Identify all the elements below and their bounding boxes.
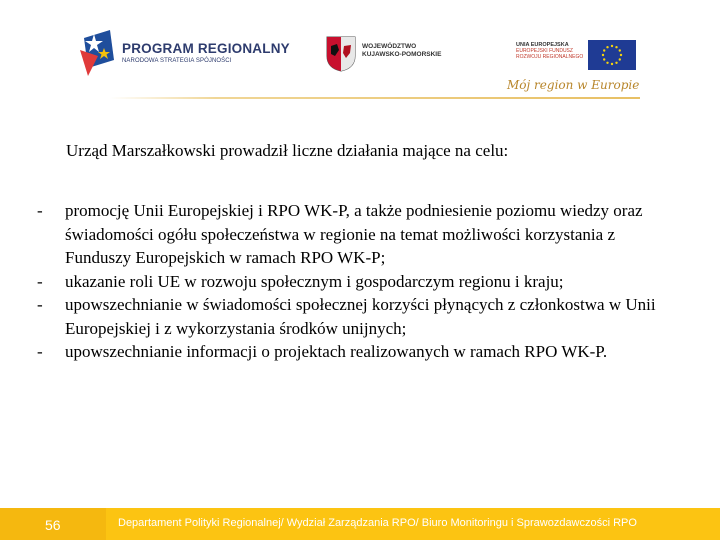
eu-star-icon	[619, 58, 621, 60]
list-item	[37, 340, 677, 364]
eu-logo	[516, 38, 638, 72]
eu-star-icon	[606, 46, 608, 48]
list-item-rest: wiedzy oraz świadomości ogółu społeczeństwa w regionie na temat możliwości korzystania z Funduszy Europejskich w ramach RPO WK-P;	[65, 201, 643, 267]
list-item-rest: WK-P.	[561, 342, 608, 361]
eu-flag-icon	[588, 40, 636, 70]
eu-star-icon	[611, 63, 613, 65]
page-number: 56	[45, 517, 61, 533]
program-logo-subtitle: NARODOWA STRATEGIA SPÓJNOŚCI	[122, 58, 232, 64]
list-item-first-line: promocję Unii Europejskiej i RPO WK-P, a także podniesienie poziomu	[65, 201, 556, 220]
list-dash: -	[37, 271, 43, 291]
eu-star-icon	[606, 62, 608, 64]
header-divider	[110, 97, 640, 99]
list-item-first-line: upowszechnianie w świadomości społecznej korzyści płynących z	[65, 295, 516, 314]
eu-line1: UNIA EUROPEJSKA	[516, 42, 569, 48]
eu-logo-text	[516, 42, 583, 60]
list-item-rest: członkostwa w Unii Europejskiej i z wykorzystania środków unijnych;	[65, 295, 656, 338]
list-item	[37, 270, 677, 294]
footer-department-text: Departament Polityki Regionalnej/ Wydział Zarządzania RPO/ Biuro Monitoringu i Sprawozdawczości RPO	[118, 517, 637, 529]
slogan: Mój region w Europie	[507, 78, 640, 92]
list-dash: -	[37, 295, 43, 314]
eu-star-icon	[620, 54, 622, 56]
list-item-first-line: upowszechnianie informacji o projektach realizowanych w ramach RPO	[65, 342, 558, 361]
wojewodztwo-logo-text	[362, 43, 441, 59]
list-dash: -	[37, 201, 43, 220]
list-item	[37, 199, 677, 270]
wojewodztwo-line2: KUJAWSKO-POMORSKIE	[362, 51, 442, 58]
list-item-first-line: ukazanie roli UE w rozwoju społecznym i gospodarczym regionu i kraju;	[65, 271, 564, 291]
activities-list	[37, 199, 677, 364]
program-regionalny-logo	[80, 30, 290, 76]
eu-star-icon	[602, 54, 604, 56]
program-star-logo-icon	[80, 30, 116, 76]
eu-star-icon	[603, 49, 605, 51]
wojewodztwo-line1: WOJEWÓDZTWO	[362, 43, 417, 50]
wojewodztwo-logo	[326, 36, 466, 74]
list-item	[37, 293, 677, 340]
eu-star-icon	[603, 58, 605, 60]
footer-bar	[0, 508, 720, 540]
eu-star-icon	[611, 45, 613, 47]
header	[0, 0, 720, 110]
eu-line3: ROZWOJU REGIONALNEGO	[516, 54, 584, 60]
eu-star-icon	[615, 46, 617, 48]
eu-star-icon	[619, 49, 621, 51]
program-logo-title: PROGRAM REGIONALNY	[122, 41, 290, 56]
intro-text: Urząd Marszałkowski prowadził liczne działania mające na celu:	[66, 141, 509, 160]
eu-line2: EUROPEJSKI FUNDUSZ	[516, 48, 573, 54]
page-number-box	[0, 508, 106, 540]
list-dash: -	[37, 342, 43, 361]
coat-of-arms-icon	[326, 36, 356, 72]
eu-star-icon	[615, 62, 617, 64]
